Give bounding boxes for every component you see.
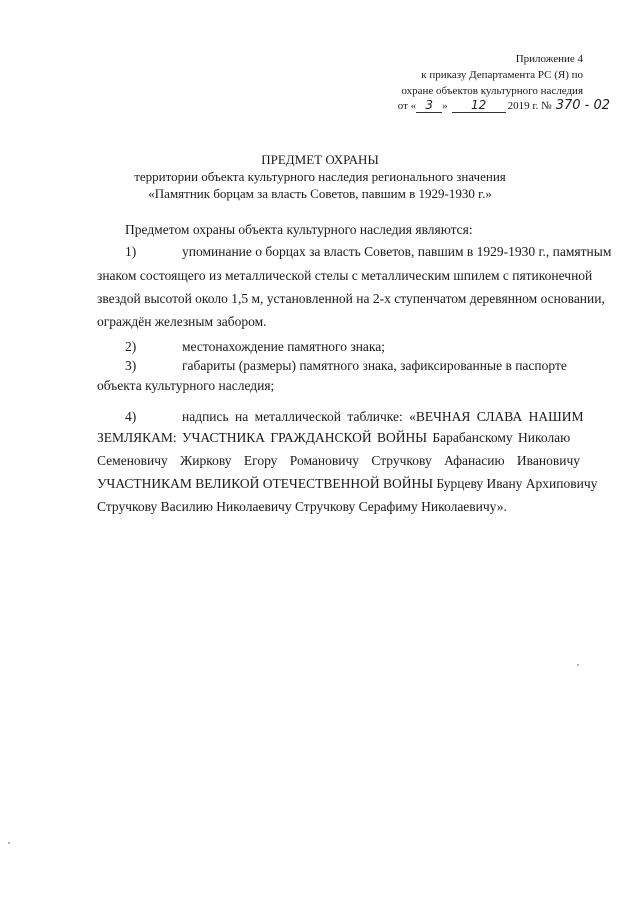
appendix-date-line <box>398 98 610 113</box>
date-mid: » <box>442 100 448 112</box>
date-month: 12 <box>452 98 506 113</box>
item4-line-1: надпись на металлической табличке: «ВЕЧНАЯ СЛАВА НАШИМ <box>182 409 584 424</box>
item4-line-2: ЗЕМЛЯКАМ: УЧАСТНИКА ГРАЖДАНСКОЙ ВОЙНЫ Барабанскому Николаю <box>97 430 571 445</box>
date-prefix: от « <box>397 100 417 112</box>
item3-number: 3) <box>125 358 137 373</box>
item4-line-4: УЧАСТНИКАМ ВЕЛИКОЙ ОТЕЧЕСТВЕННОЙ ВОЙНЫ Бурцеву Ивану Архиповичу <box>97 476 598 491</box>
item1-line-2: знаком состоящего из металлической стелы с металлическим шпилем с пятиконечной <box>97 268 593 283</box>
item1-line-4: ограждён железным забором. <box>97 314 267 329</box>
item2-text: местонахождение памятного знака; <box>182 339 386 354</box>
date-year: 2019 г. № <box>507 100 552 112</box>
item4-number: 4) <box>125 409 137 424</box>
item1-line-3: звездой высотой около 1,5 м, установленной на 2-х ступенчатом деревянном основании, <box>97 291 605 306</box>
document-title: ПРЕДМЕТ ОХРАНЫ <box>261 152 379 167</box>
document-number: 370 - 02 <box>555 98 610 113</box>
intro-text: Предметом охраны объекта культурного наследия являются: <box>125 222 473 237</box>
item3-line-2: объекта культурного наследия; <box>97 378 275 393</box>
item1-number: 1) <box>125 244 137 259</box>
appendix-line-2: к приказу Департамента РС (Я) по <box>421 69 583 81</box>
scan-speck <box>8 842 10 844</box>
heading-line-1: территории объекта культурного наследия регионального значения <box>134 169 506 184</box>
item3-line-1: габариты (размеры) памятного знака, зафиксированные в паспорте <box>182 358 567 373</box>
item4-line-5: Стручкову Василию Николаевичу Стручкову Серафиму Николаевичу». <box>97 499 507 514</box>
scan-speck <box>577 664 579 666</box>
item1-line-1: упоминание о борцах за власть Советов, павшим в 1929-1930 г., памятным <box>182 244 612 259</box>
heading-line-2: «Памятник борцам за власть Советов, павшим в 1929-1930 г.» <box>148 186 492 201</box>
date-day: 3 <box>416 98 442 113</box>
appendix-line-1: Приложение 4 <box>515 53 583 65</box>
item2-number: 2) <box>125 339 137 354</box>
appendix-line-3: охране объектов культурного наследия <box>401 85 583 97</box>
item4-line-3: Семеновичу Жиркову Егору Романовичу Стручкову Афанасию Ивановичу <box>97 453 580 468</box>
